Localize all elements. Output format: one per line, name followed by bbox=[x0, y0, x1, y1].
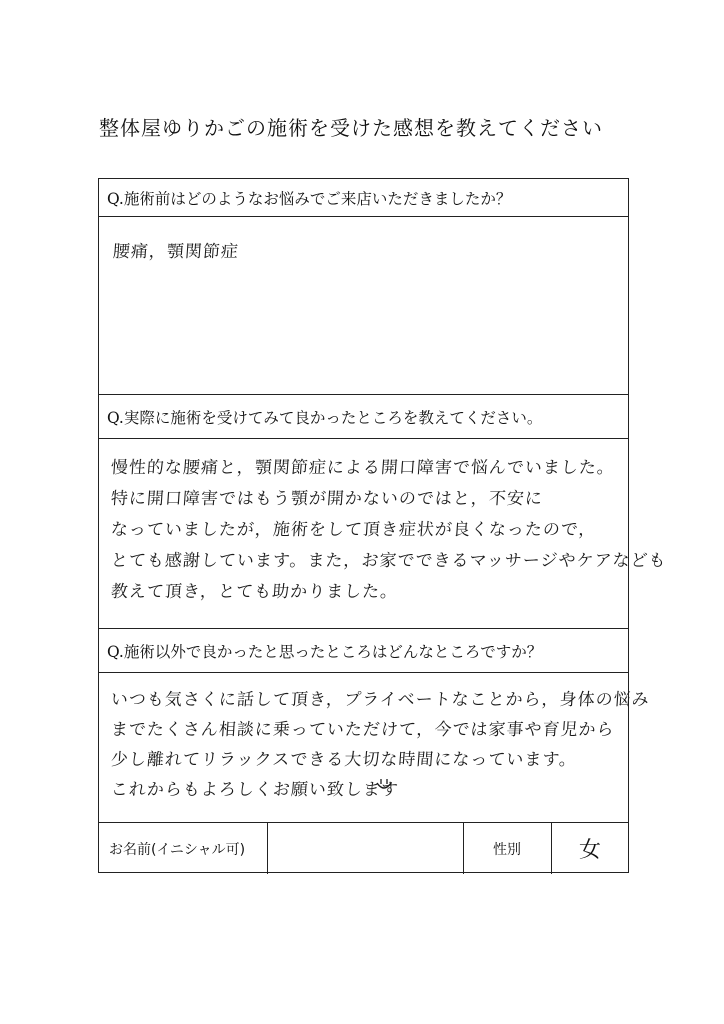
answer-2-box bbox=[99, 439, 668, 629]
question-2: Q.実際に施術を受けてみて良かったところを教えてください。 bbox=[99, 395, 628, 439]
answer-3-line-1: いつも気さくに話して頂き，プライベートなことから，身体の悩み bbox=[110, 690, 651, 710]
gender-label: 性別 bbox=[493, 841, 521, 858]
answer-2-line-1: 慢性的な腰痛と，顎関節症による開口障害で悩んでいました。 bbox=[110, 458, 616, 478]
answer-3-line-3: 少し離れてリラックスできる大切な時間になっています。 bbox=[110, 750, 578, 770]
answer-2-line-3: なっていましたが，施術をして頂き症状が良くなったので， bbox=[110, 520, 598, 540]
smiley-doodle-icon bbox=[375, 777, 393, 795]
name-value bbox=[277, 823, 461, 874]
answer-2-line-2: 特に開口障害ではもう顎が開かないのではと，不安に bbox=[110, 489, 544, 509]
answer-3-line-4: これからもよろしくお願い致します bbox=[110, 780, 400, 800]
form-title: 整体屋ゆりかごの施術を受けた感想を教えてください bbox=[99, 116, 603, 140]
answer-1-box bbox=[99, 217, 628, 395]
answer-2-line-5: 教えて頂き，とても助かりました。 bbox=[110, 582, 399, 602]
answer-2-line-4: とても感謝しています。また，お家でできるマッサージやケアなども bbox=[110, 551, 668, 571]
survey-form bbox=[98, 178, 668, 873]
answer-3-box bbox=[99, 673, 651, 823]
name-label: お名前(イニシャル可) bbox=[109, 841, 246, 858]
answer-1-line-1: 腰痛，顎関節症 bbox=[112, 242, 240, 262]
answer-3-line-2: までたくさん相談に乗っていただけて，今では家事や育児から bbox=[110, 720, 616, 740]
question-3: Q.施術以外で良かったと思ったところはどんなところですか？ bbox=[99, 629, 628, 673]
question-1: Q.施術前はどのようなお悩みでご来店いただきましたか？ bbox=[99, 179, 628, 217]
footer-row bbox=[99, 823, 628, 874]
gender-value: 女 bbox=[578, 838, 601, 863]
